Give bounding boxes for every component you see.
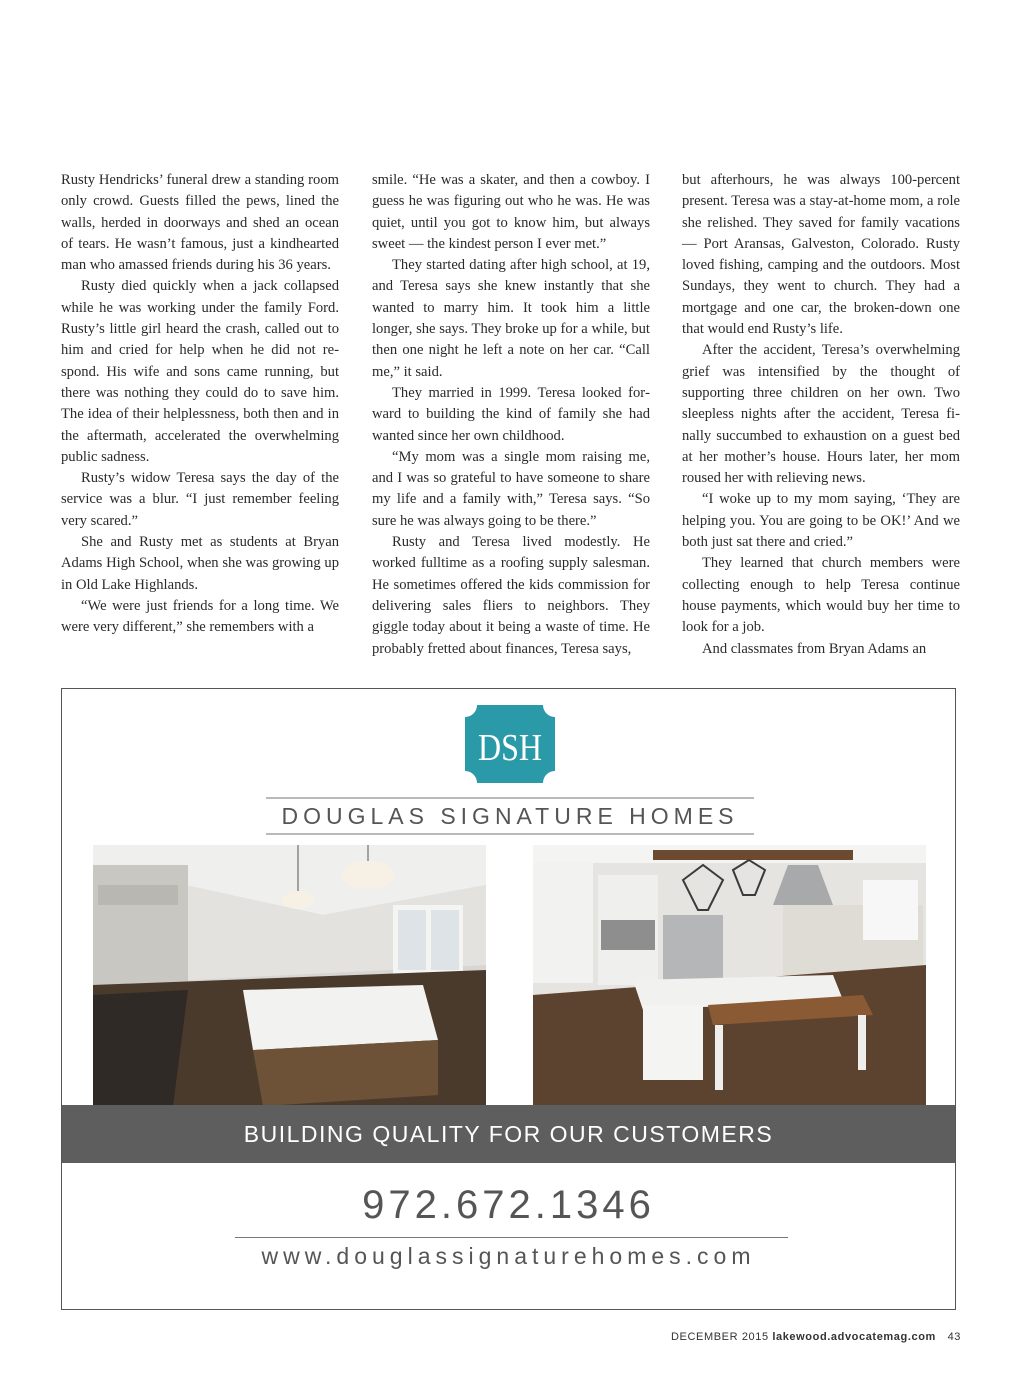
footer-site: lakewood.advocatemag.com — [772, 1331, 936, 1343]
ad-tagline: BUILDING QUALITY FOR OUR CUSTOMERS — [62, 1105, 955, 1163]
ad-website: www.douglassignaturehomes.com — [261, 1243, 756, 1269]
article-column-1 — [61, 170, 339, 639]
paragraph: but afterhours, he was always 100-percent present. Teresa was a stay-at-home mom, a role she relished. They saved for family vacations — Port Aransas, Galveston, Colorado. Rusty loved fishing, camping and the outdoors. Most Sundays, they went to church. They had a mortgage and one car, the broken-down one that would end Rusty’s life. — [682, 172, 960, 338]
paragraph: “My mom was a single mom raising me, and I was so grateful to have someone to share my life and a family with,” Teresa says. “So sure he was always going to be there.” — [372, 448, 650, 529]
paragraph: They married in 1999. Teresa looked forward to building the kind of family she had wanted since her own childhood. — [372, 384, 650, 444]
logo-text: DSH — [478, 727, 542, 769]
paragraph: Rusty and Teresa lived modestly. He worked fulltime as a roofing supply salesman. He sometimes offered the kids commission for delivering sales fliers to neighbors. They giggle today about it being a waste of time. He probably fretted about finances, Teresa says, — [372, 534, 650, 657]
kitchen-photo-left — [93, 845, 486, 1106]
paragraph: They started dating after high school, at 19, and Teresa says she knew instantly that she wanted to marry him. It took him a little longer, she says. They broke up for a while, but then one night he left a note on her car. “Call me,” it said. — [372, 257, 650, 380]
kitchen-photo-right — [533, 845, 926, 1106]
paragraph: smile. “He was a skater, and then a cowboy. I guess he was figuring out who he was. He was quiet, until you got to know him, but always sweet — the kindest person I ever met.” — [372, 172, 650, 252]
paragraph: And classmates from Bryan Adams an — [702, 640, 927, 657]
paragraph: Rusty died quickly when a jack collapsed while he was working under the family Ford. Rusty’s little girl heard the crash, called out to him and cried for help when he did not respond. His wife and sons came running, but there was nothing they could do to save him. The idea of their helplessness, both then and in the aftermath, accelerated the overwhelming public sadness. — [61, 278, 339, 465]
article-column-3 — [682, 170, 960, 660]
paragraph: “We were just friends for a long time. We were very different,” she remembers with a — [61, 597, 339, 636]
page-number: 43 — [947, 1331, 961, 1343]
paragraph: After the accident, Teresa’s overwhelming grief was intensified by the thought of supporting three children on her own. Two sleepless nights after the accident, Teresa finally succumbed to exhaustion on a guest bed at her mother’s house. Hours later, her mom roused her with relieving news. — [682, 342, 960, 487]
ad-phone-number: 972.672.1346 — [362, 1183, 655, 1227]
article-column-2 — [372, 170, 650, 660]
footer-issue-date: DECEMBER 2015 — [671, 1331, 769, 1343]
ad-divider — [235, 1237, 788, 1238]
dsh-logo — [465, 705, 555, 783]
paragraph: “I woke up to my mom saying, ‘They are helping you. You are going to be OK!’ And we both just sat there and cried.” — [682, 491, 960, 551]
paragraph: They learned that church members were collecting enough to help Teresa continue house payments, which would buy her time to look for a job. — [682, 555, 960, 636]
paragraph: Rusty Hendricks’ funeral drew a standing room only crowd. Guests filled the pews, lined the walls, herded in doorways and shed an ocean of tears. He wasn’t famous, just a kindhearted man who amassed friends during his 36 years. — [61, 172, 339, 274]
brand-name: DOUGLAS SIGNATURE HOMES — [266, 797, 754, 835]
page-footer — [671, 1331, 961, 1343]
paragraph: She and Rusty met as students at Bryan Adams High School, when she was growing up in Old Lake Highlands. — [61, 534, 339, 593]
advertisement — [61, 688, 956, 1310]
paragraph: Rusty’s widow Teresa says the day of the service was a blur. “I just remember feeling very scared.” — [61, 470, 339, 529]
